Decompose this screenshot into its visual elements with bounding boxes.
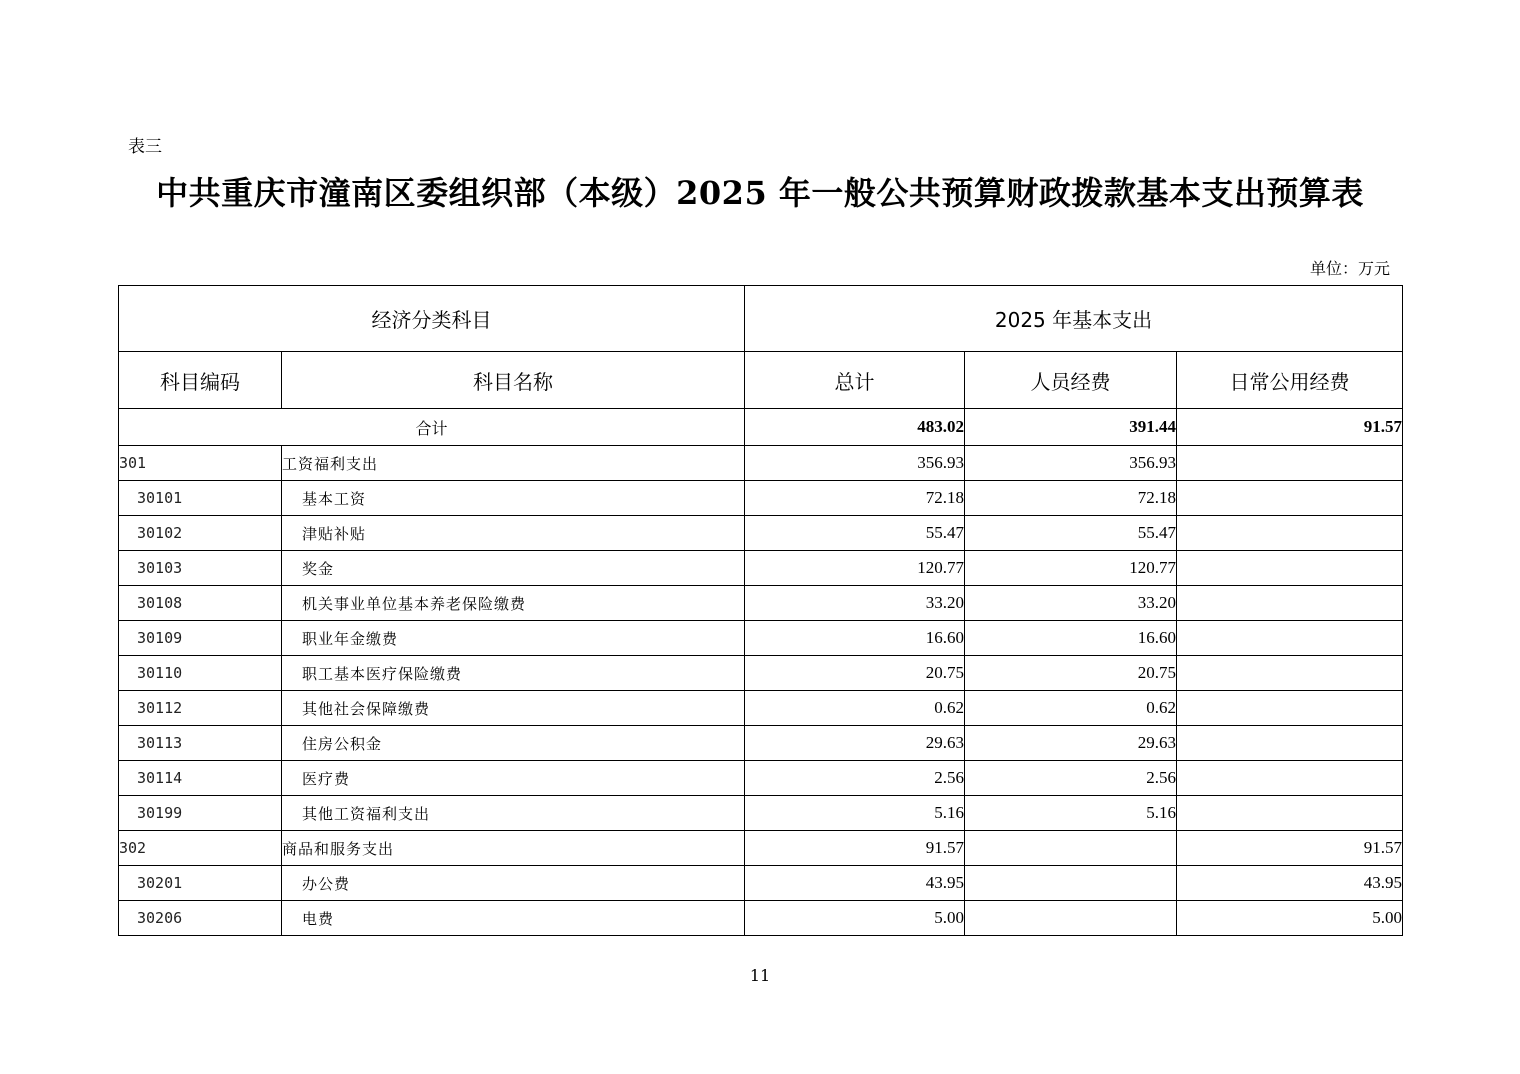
row-personnel: 2.56 <box>965 761 1177 796</box>
row-code: 30101 <box>119 481 282 516</box>
row-personnel: 5.16 <box>965 796 1177 831</box>
table-row <box>119 516 1403 551</box>
table-row <box>119 866 1403 901</box>
row-public <box>1177 551 1403 586</box>
row-public <box>1177 516 1403 551</box>
header-code: 科目编码 <box>119 352 282 409</box>
row-personnel: 16.60 <box>965 621 1177 656</box>
header-economic-classification: 经济分类科目 <box>119 286 745 352</box>
row-personnel: 29.63 <box>965 726 1177 761</box>
row-code: 30114 <box>119 761 282 796</box>
table-row <box>119 831 1403 866</box>
row-personnel: 20.75 <box>965 656 1177 691</box>
row-total: 2.56 <box>745 761 965 796</box>
row-public <box>1177 761 1403 796</box>
row-name: 其他社会保障缴费 <box>282 691 745 726</box>
row-total: 33.20 <box>745 586 965 621</box>
row-total: 5.16 <box>745 796 965 831</box>
header-personnel: 人员经费 <box>965 352 1177 409</box>
total-public: 91.57 <box>1177 409 1403 446</box>
table-row <box>119 586 1403 621</box>
table-row <box>119 621 1403 656</box>
table-row <box>119 446 1403 481</box>
row-name: 电费 <box>282 901 745 936</box>
row-public <box>1177 481 1403 516</box>
row-code: 301 <box>119 446 282 481</box>
header-basic-expenditure: 2025 年基本支出 <box>745 286 1403 352</box>
row-public <box>1177 586 1403 621</box>
row-code: 30109 <box>119 621 282 656</box>
row-code: 30103 <box>119 551 282 586</box>
row-name: 职工基本医疗保险缴费 <box>282 656 745 691</box>
row-personnel: 55.47 <box>965 516 1177 551</box>
row-code: 30201 <box>119 866 282 901</box>
unit-note: 单位：万元 <box>1309 259 1390 278</box>
row-code: 30112 <box>119 691 282 726</box>
row-total: 91.57 <box>745 831 965 866</box>
row-personnel: 0.62 <box>965 691 1177 726</box>
row-personnel: 356.93 <box>965 446 1177 481</box>
table-row <box>119 901 1403 936</box>
row-personnel: 33.20 <box>965 586 1177 621</box>
document-title: 中共重庆市潼南区委组织部（本级）2025 年一般公共预算财政拨款基本支出预算表 <box>156 174 1364 212</box>
row-code: 30199 <box>119 796 282 831</box>
page-number: 11 <box>749 966 771 985</box>
header-public: 日常公用经费 <box>1177 352 1403 409</box>
row-name: 职业年金缴费 <box>282 621 745 656</box>
row-name: 工资福利支出 <box>282 446 745 481</box>
table-row <box>119 726 1403 761</box>
row-name: 医疗费 <box>282 761 745 796</box>
row-name: 办公费 <box>282 866 745 901</box>
table-row <box>119 656 1403 691</box>
row-public: 5.00 <box>1177 901 1403 936</box>
table-row <box>119 796 1403 831</box>
row-total: 29.63 <box>745 726 965 761</box>
table-row <box>119 551 1403 586</box>
row-public: 91.57 <box>1177 831 1403 866</box>
total-row <box>119 409 1403 446</box>
row-name: 基本工资 <box>282 481 745 516</box>
row-total: 16.60 <box>745 621 965 656</box>
table-row <box>119 481 1403 516</box>
row-public <box>1177 621 1403 656</box>
row-name: 商品和服务支出 <box>282 831 745 866</box>
row-public: 43.95 <box>1177 866 1403 901</box>
row-code: 30206 <box>119 901 282 936</box>
row-personnel: 72.18 <box>965 481 1177 516</box>
row-total: 72.18 <box>745 481 965 516</box>
row-public <box>1177 691 1403 726</box>
row-total: 356.93 <box>745 446 965 481</box>
row-public <box>1177 446 1403 481</box>
row-code: 30108 <box>119 586 282 621</box>
row-total: 43.95 <box>745 866 965 901</box>
table-row <box>119 691 1403 726</box>
row-code: 30102 <box>119 516 282 551</box>
row-name: 津贴补贴 <box>282 516 745 551</box>
row-total: 120.77 <box>745 551 965 586</box>
row-code: 30113 <box>119 726 282 761</box>
total-total: 483.02 <box>745 409 965 446</box>
header-total: 总计 <box>745 352 965 409</box>
row-total: 0.62 <box>745 691 965 726</box>
table-label: 表三 <box>128 137 162 157</box>
table-body <box>119 409 1403 936</box>
row-personnel: 120.77 <box>965 551 1177 586</box>
row-name: 机关事业单位基本养老保险缴费 <box>282 586 745 621</box>
row-name: 住房公积金 <box>282 726 745 761</box>
total-personnel: 391.44 <box>965 409 1177 446</box>
row-public <box>1177 796 1403 831</box>
row-code: 30110 <box>119 656 282 691</box>
row-public <box>1177 726 1403 761</box>
row-name: 其他工资福利支出 <box>282 796 745 831</box>
row-public <box>1177 656 1403 691</box>
budget-table <box>118 285 1403 936</box>
row-total: 5.00 <box>745 901 965 936</box>
row-code: 302 <box>119 831 282 866</box>
row-name: 奖金 <box>282 551 745 586</box>
table-row <box>119 761 1403 796</box>
total-label: 合计 <box>119 409 745 446</box>
row-personnel <box>965 866 1177 901</box>
row-personnel <box>965 831 1177 866</box>
header-name: 科目名称 <box>282 352 745 409</box>
row-total: 55.47 <box>745 516 965 551</box>
row-total: 20.75 <box>745 656 965 691</box>
row-personnel <box>965 901 1177 936</box>
